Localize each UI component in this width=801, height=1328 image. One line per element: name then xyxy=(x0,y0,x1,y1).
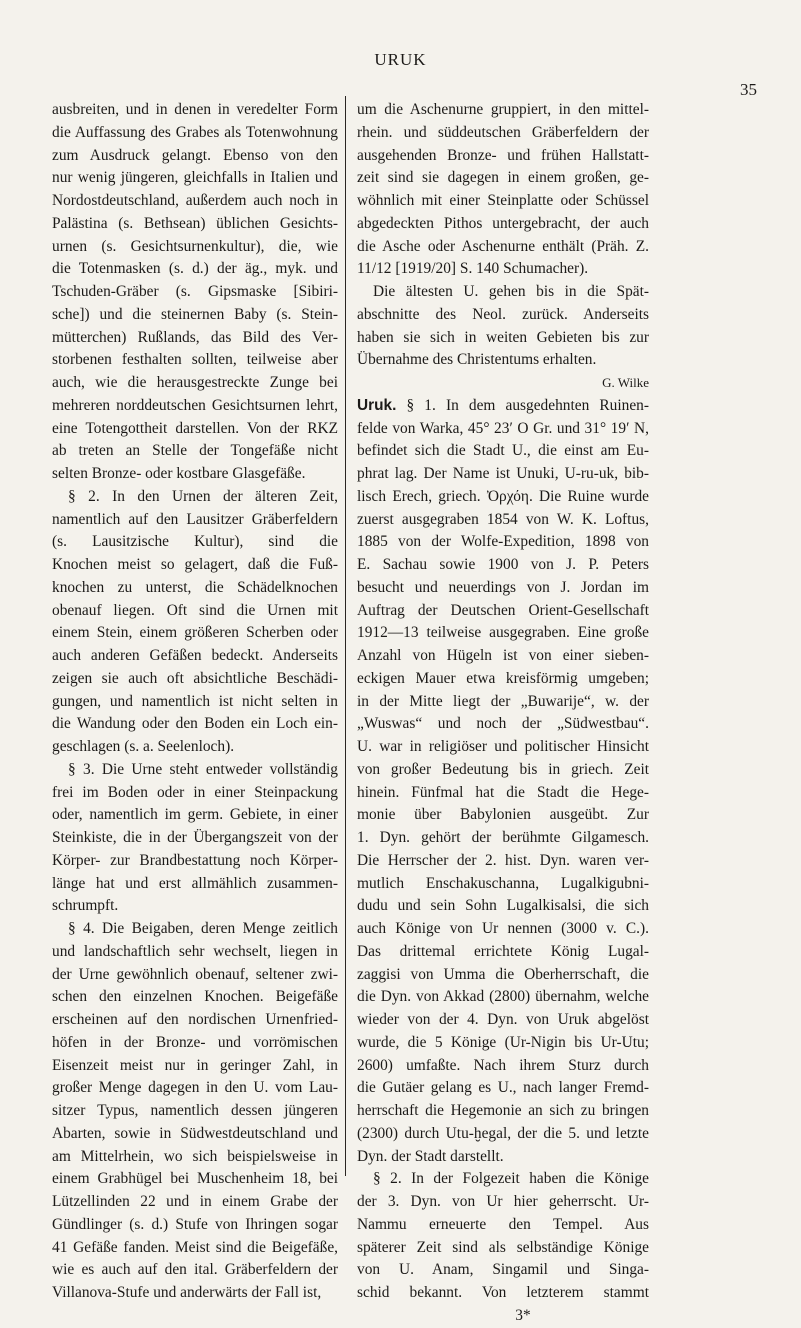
right-column-line: um die Aschenurne gruppiert, in den mittel- xyxy=(357,101,649,118)
right-text-column xyxy=(357,99,649,1328)
left-column-line: nur wenig jüngeren, gleichfalls in Italien und xyxy=(52,169,338,187)
left-column-line: der Urne gewöhnlich obenauf, seltener zwi- xyxy=(52,965,338,983)
right-column-line: phrat lag. Der Name ist Unuki, U-ru-uk, bib- xyxy=(357,465,649,482)
right-column-line: die Dyn. von Akkad (2800) übernahm, welche xyxy=(357,988,649,1006)
running-header-title: URUK xyxy=(374,50,427,69)
right-column-line: Uruk. § 1. In dem ausgedehnten Ruinen- xyxy=(357,396,649,414)
left-column-line: sitzer Typus, namentlich dessen jüngeren xyxy=(52,1102,338,1119)
left-column-line: Palästina (s. Bethsean) üblichen Gesichts- xyxy=(52,214,338,232)
right-column-line: § 2. In der Folgezeit haben die Könige xyxy=(373,1170,649,1188)
left-column-line: Knochen meist so gelagert, daß die Fuß- xyxy=(52,556,338,573)
left-column-line: wie es auch auf den ital. Gräberfeldern der xyxy=(52,1261,338,1279)
left-column-line: frei im Boden oder in einer Steinpackung xyxy=(52,783,338,801)
left-column-line: großer Menge dagegen in den U. vom Lau- xyxy=(52,1079,338,1097)
right-column-line: wieder von der 4. Dyn. von Uruk abgelöst xyxy=(357,1011,649,1028)
left-column-line: selten Bronze- oder kostbare Glasgefäße. xyxy=(52,465,306,482)
right-column-line: von U. Anam, Singamil und Singa- xyxy=(357,1261,649,1279)
right-column-line: abschnitte des Neol. zurück. Anderseits xyxy=(357,305,649,323)
page-number: 35 xyxy=(740,80,757,99)
left-column-line: schen den einzelnen Knochen. Beigefäße xyxy=(52,988,338,1006)
right-column-line: felde von Warka, 45° 23′ O Gr. und 31° 19′ N, xyxy=(357,419,649,437)
right-column-line: die Asche oder Aschenurne enthält (Präh. Z. xyxy=(357,237,649,255)
right-column-line: E. Sachau sowie 1900 von J. P. Peters xyxy=(357,556,649,573)
right-column-line: Die Herrscher der 2. hist. Dyn. waren ver- xyxy=(357,851,649,869)
right-column-line: in der Mitte liegt der „Buwarije“, w. der xyxy=(357,692,649,710)
left-column-line: storbenen festhalten sollten, teilweise aber xyxy=(52,351,338,369)
left-column-line: oder, namentlich im germ. Gebiete, in einer xyxy=(52,806,338,824)
right-column-line: „Wuswas“ und noch der „Südwestbau“. xyxy=(357,715,649,733)
right-column-line: dudu und sein Sohn Lugalkisalsi, die sich xyxy=(357,897,649,915)
left-column-line: erscheinen auf den nordischen Urnenfried- xyxy=(52,1011,338,1028)
left-column-line: höfen in der Bronze- und vorrömischen xyxy=(52,1033,338,1051)
entry-lemma: Uruk. xyxy=(357,396,397,414)
right-column-line: späterer Zeit sind als selbständige Könige xyxy=(357,1238,649,1256)
left-column-line: die Wandung oder den Boden ein Loch ein- xyxy=(52,715,338,733)
left-column-line: (s. Lausitzische Kultur), sind die xyxy=(52,533,338,551)
printer-signature-mark: 3* xyxy=(515,1306,531,1324)
left-column-line: die Auffassung des Grabes als Totenwohnung xyxy=(52,123,338,141)
right-column-line: 2600) umfaßte. Nach ihrem Sturz durch xyxy=(357,1056,649,1074)
right-column-line: mutlich Enschakuschanna, Lugalkigubni- xyxy=(357,874,649,892)
right-column-line: ausgehenden Bronze- und frühen Hallstatt- xyxy=(357,146,649,164)
left-column-line: Tschuden-Gräber (s. Gipsmaske [Sibiri- xyxy=(52,283,338,300)
right-column-line: Das drittemal errichtete König Lugal- xyxy=(357,942,649,960)
left-column-line: zeigen sie auch oft absichtliche Beschädi- xyxy=(52,669,338,687)
right-column-line: eckigen Mauer etwa kreisförmig umgeben; xyxy=(357,669,649,687)
left-column-line: auch anderen Gefäßen bedeckt. Anderseits xyxy=(52,647,338,664)
right-column-line: befindet sich die Stadt U., die einst am Eu- xyxy=(357,442,649,460)
left-column-line: § 4. Die Beigaben, deren Menge zeitlich xyxy=(68,920,338,937)
left-column-line: 41 Gefäße fanden. Meist sind die Beigefäße, xyxy=(52,1238,338,1256)
left-column-line: Körper- zur Brandbestattung noch Körper- xyxy=(52,851,338,869)
right-column-line: hinein. Fünfmal hat die Stadt die Hege- xyxy=(357,783,649,801)
left-column-line: knochen zu unterst, die Schädelknochen xyxy=(52,578,338,596)
left-column-line: einem Grabhügel bei Muschenheim 18, bei xyxy=(52,1170,338,1188)
left-column-line: § 2. In den Urnen der älteren Zeit, xyxy=(68,487,338,505)
right-column-line: Nammu erneuerte den Tempel. Aus xyxy=(357,1215,649,1233)
right-column-line: 11/12 [1919/20] S. 140 Schumacher). xyxy=(357,260,589,278)
right-column-line: Dyn. der Stadt darstellt. xyxy=(357,1147,504,1165)
right-column-line: 1912—13 teilweise ausgegraben. Eine große xyxy=(357,624,649,642)
right-column-line: lisch Erech, griech. Ὀρχόη. Die Ruine wurde xyxy=(357,487,649,505)
right-column-line: auch Könige von Ur nennen (3000 v. C.). xyxy=(357,920,649,937)
left-column-line: ausbreiten, und in denen in veredelter Form xyxy=(52,101,338,118)
right-column-line: rhein. und süddeutschen Gräberfeldern der xyxy=(357,123,649,141)
right-column-line: wurde, die 5 Könige (Ur-Nigin bis Ur-Utu; xyxy=(357,1033,649,1051)
right-column-line: besucht und neuerdings von J. Jordan im xyxy=(357,578,649,596)
left-column-line: sche]) und die steinernen Baby (s. Stein- xyxy=(52,305,338,323)
right-column-line: (2300) durch Utu-ḫegal, der die 5. und letzte xyxy=(357,1124,649,1142)
left-column-line: Steinkiste, die in der Übergangszeit von der xyxy=(52,829,338,846)
right-column-line: zaggisi von Umma die Oberherrschaft, die xyxy=(357,965,649,983)
left-column-line: die Totenmasken (s. d.) der äg., myk. und xyxy=(52,260,338,278)
right-column-line: wöhnlich mit einer Steinplatte oder Schüssel xyxy=(357,192,649,209)
right-column-line: Übernahme des Christentums erhalten. xyxy=(357,351,597,369)
column-divider xyxy=(345,96,346,1176)
right-column-line: schid bekannt. Von letzterem stammt xyxy=(357,1284,649,1301)
left-column-line: auch, wie die herausgestreckte Zunge bei xyxy=(52,374,338,391)
left-column-line: zum Ausdruck gelangt. Ebenso von den xyxy=(52,146,338,164)
right-column-line: zuerst ausgegraben 1854 von W. K. Loftus, xyxy=(357,510,649,528)
right-column-line: monie über Babylonien ausgeübt. Zur xyxy=(357,806,649,824)
left-column-line: schrumpft. xyxy=(52,897,119,915)
left-column-line: gungen, und namentlich ist nicht selten in xyxy=(52,692,338,710)
left-column-line: länge hat und erst allmählich zusammen- xyxy=(52,874,338,892)
left-column-line: Abarten, sowie in Südwestdeutschland und xyxy=(52,1124,338,1142)
left-column-line: geschlagen (s. a. Seelenloch). xyxy=(52,738,235,755)
right-column-line: 1885 von der Wolfe-Expedition, 1898 von xyxy=(357,533,649,551)
right-column-line: Auftrag der Deutschen Orient-Gesellschaft xyxy=(357,601,649,619)
right-column-line: herrschaft die Hegemonie an sich zu bringen xyxy=(357,1102,649,1119)
left-column-line: Lützellinden 22 und in einem Grabe der xyxy=(52,1193,338,1210)
left-column-line: mütterchen) Rußlands, das Bild des Ver- xyxy=(52,328,338,346)
right-column-line: die Gutäer gelang es U., nach langer Fremd- xyxy=(357,1079,649,1097)
right-column-line: Anzahl von Hügeln ist von einer sieben- xyxy=(357,647,649,664)
left-column-line: obenauf liegen. Oft sind die Urnen mit xyxy=(52,601,338,619)
left-column-line: namentlich auf den Lausitzer Gräberfeldern xyxy=(52,510,338,528)
left-column-line: urnen (s. Gesichtsurnenkultur), die, wie xyxy=(52,237,338,255)
right-column-line: zeit sind sie dagegen in einem großen, ge- xyxy=(357,169,649,187)
left-column-line: eine Totengottheit darstellen. Von der RKZ xyxy=(52,419,338,437)
right-column-line: haben sie sich in weiten Gebieten bis zur xyxy=(357,328,649,346)
left-column-line: Eisenzeit meist nur in geringer Zahl, in xyxy=(52,1056,338,1074)
left-column-line: Gündlinger (s. d.) Stufe von Ihringen sogar xyxy=(52,1215,338,1233)
right-column-line: Die ältesten U. gehen bis in die Spät- xyxy=(373,283,649,300)
right-column-line: der 3. Dyn. von Ur hier geherrscht. Ur- xyxy=(357,1193,649,1210)
right-column-line: 1. Dyn. gehört der berühmte Gilgamesch. xyxy=(357,829,649,846)
right-column-line: abgedeckten Pithos untergebracht, der auch xyxy=(357,214,649,232)
right-column-line: U. war in religiöser und politischer Hinsicht xyxy=(357,738,649,755)
left-column-line: am Mittelrhein, wo sich beispielsweise in xyxy=(52,1147,338,1165)
left-column-line: Nordostdeutschland, außerdem auch noch in xyxy=(52,192,338,209)
left-column-line: und landschaftlich sehr wechselt, liegen in xyxy=(52,942,338,960)
left-column-line: ab treten an Stelle der Tongefäße nicht xyxy=(52,442,338,460)
left-column-line: mehreren norddeutschen Gesichtsurnen lehrt, xyxy=(52,396,338,414)
left-column-line: § 3. Die Urne steht entweder vollständig xyxy=(68,760,338,778)
left-column-line: Villanova-Stufe und anderwärts der Fall ist, xyxy=(52,1284,322,1301)
right-column-line: von großer Bedeutung bis in griech. Zeit xyxy=(357,760,649,778)
left-text-column xyxy=(52,99,338,1305)
left-column-line: einem Stein, einem größeren Scherben oder xyxy=(52,624,338,642)
author-signature: G. Wilke xyxy=(602,375,649,390)
